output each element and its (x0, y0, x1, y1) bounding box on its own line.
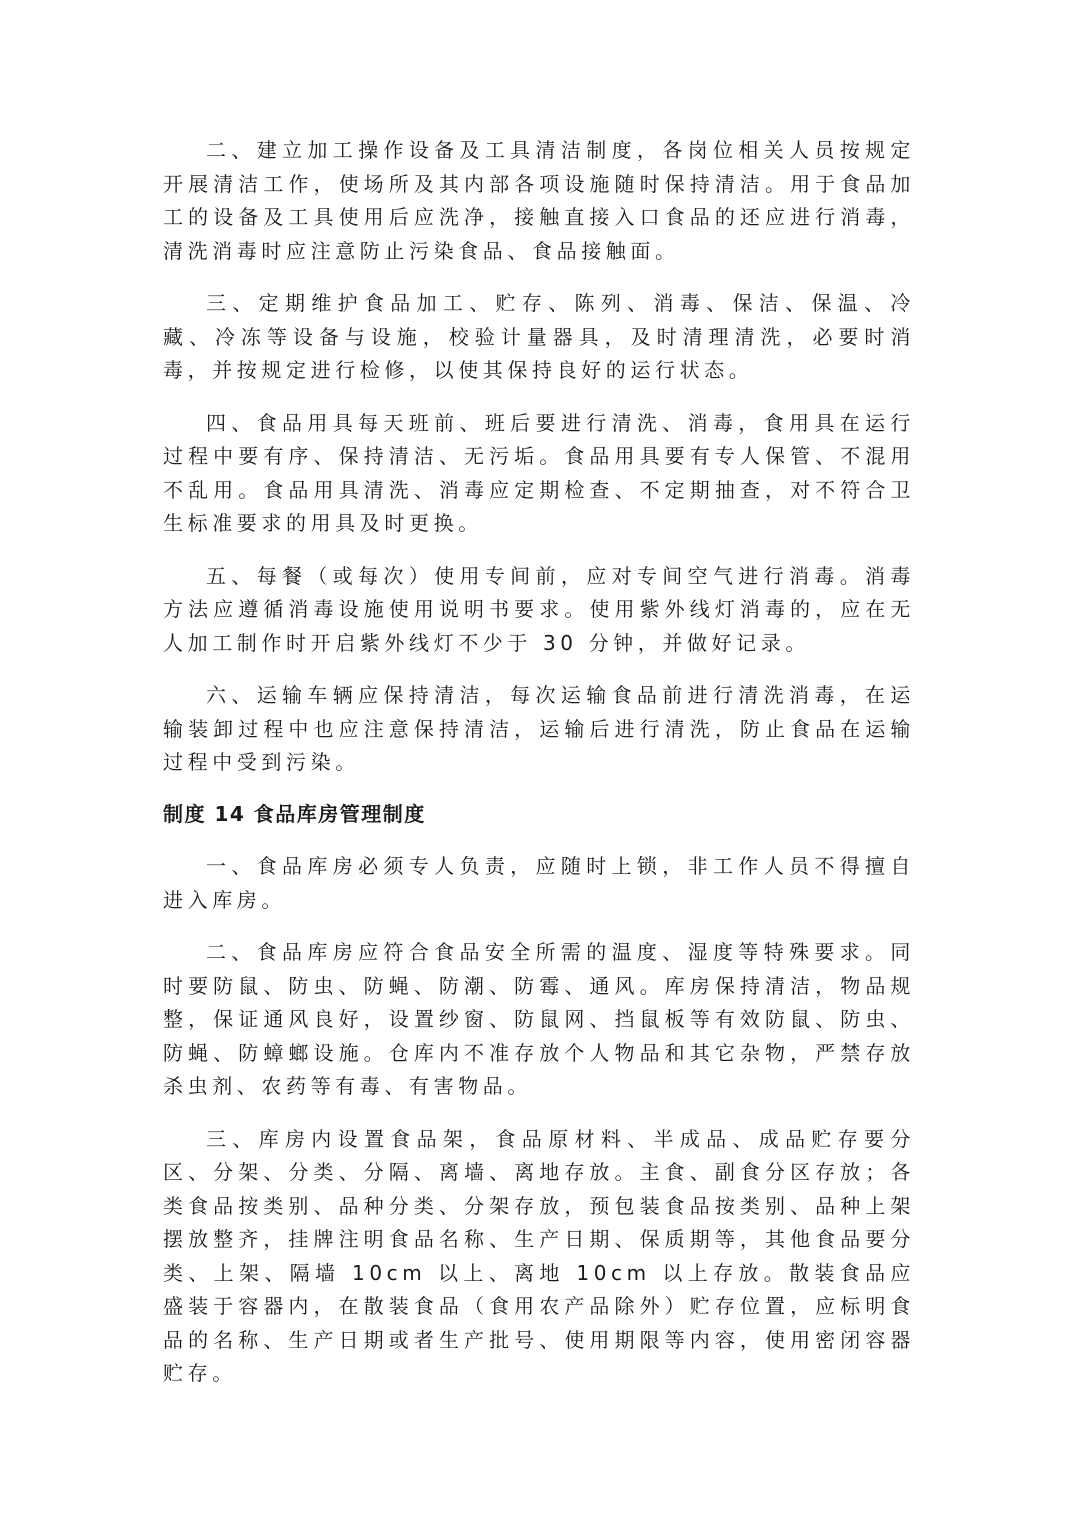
paragraph-equipment-maintenance: 三、定期维护食品加工、贮存、陈列、消毒、保洁、保温、冷藏、冷冻等设备与设施，校验计量器具，及时清理清洗，必要时消毒，并按规定进行检修，以使其保持良好的运行状态。 (163, 291, 915, 382)
paragraph-cleaning-tools: 二、建立加工操作设备及工具清洁制度，各岗位相关人员按规定开展清洁工作，使场所及其内部各项设施随时保持清洁。用于食品加工的设备及工具使用后应洗净，接触直接入口食品的还应进行消毒，清洗消毒时应注意防止污染食品、食品接触面。 (163, 138, 915, 263)
paragraph-room-disinfection: 五、每餐（或每次）使用专间前，应对专间空气进行消毒。消毒方法应遵循消毒设施使用说明书要求。使用紫外线灯消毒的，应在无人加工制作时开启紫外线灯不少于 30 分钟，并做好记录。 (163, 563, 915, 655)
paragraph-utensils-cleaning: 四、食品用具每天班前、班后要进行清洗、消毒，食用具在运行过程中要有序、保持清洁、无污垢。食品用具要有专人保管、不混用不乱用。食品用具清洗、消毒应定期检查、不定期抽查，对不符合卫生标准要求的用具及时更换。 (163, 410, 915, 535)
paragraph-warehouse-access: 一、食品库房必须专人负责，应随时上锁，非工作人员不得擅自进入库房。 (163, 854, 915, 912)
paragraph-warehouse-conditions: 二、食品库房应符合食品安全所需的温度、湿度等特殊要求。同时要防鼠、防虫、防蝇、防潮、防霉、通风。库房保持清洁，物品规整，保证通风良好，设置纱窗、防鼠网、挡鼠板等有效防鼠、防虫、防蝇、防蟑螂设施。仓库内不准存放个人物品和其它杂物，严禁存放杀虫剂、农药等有毒、有害物品。 (163, 940, 915, 1098)
section-heading: 制度 14 食品库房管理制度 (163, 801, 426, 826)
paragraph-transport-vehicles: 六、运输车辆应保持清洁，每次运输食品前进行清洗消毒，在运输装卸过程中也应注意保持清洁，运输后进行清洗，防止食品在运输过程中受到污染。 (163, 683, 915, 774)
document-page (163, 134, 915, 1391)
paragraph-warehouse-storage: 三、库房内设置食品架，食品原材料、半成品、成品贮存要分区、分架、分类、分隔、离墙、离地存放。主食、副食分区存放；各类食品按类别、品种分类、分架存放，预包装食品按类别、品种上架摆放整齐，挂牌注明食品名称、生产日期、保质期等，其他食品要分类、上架、隔墙 10cm 以上、离地 10cm 以上存放。散装食品应盛装于容器内，在散装食品（食用农产品除外）贮存位置，应标明食品的名称、生产日期或者生产批号、使用期限等内容，使用密闭容器贮存。 (163, 1126, 915, 1385)
